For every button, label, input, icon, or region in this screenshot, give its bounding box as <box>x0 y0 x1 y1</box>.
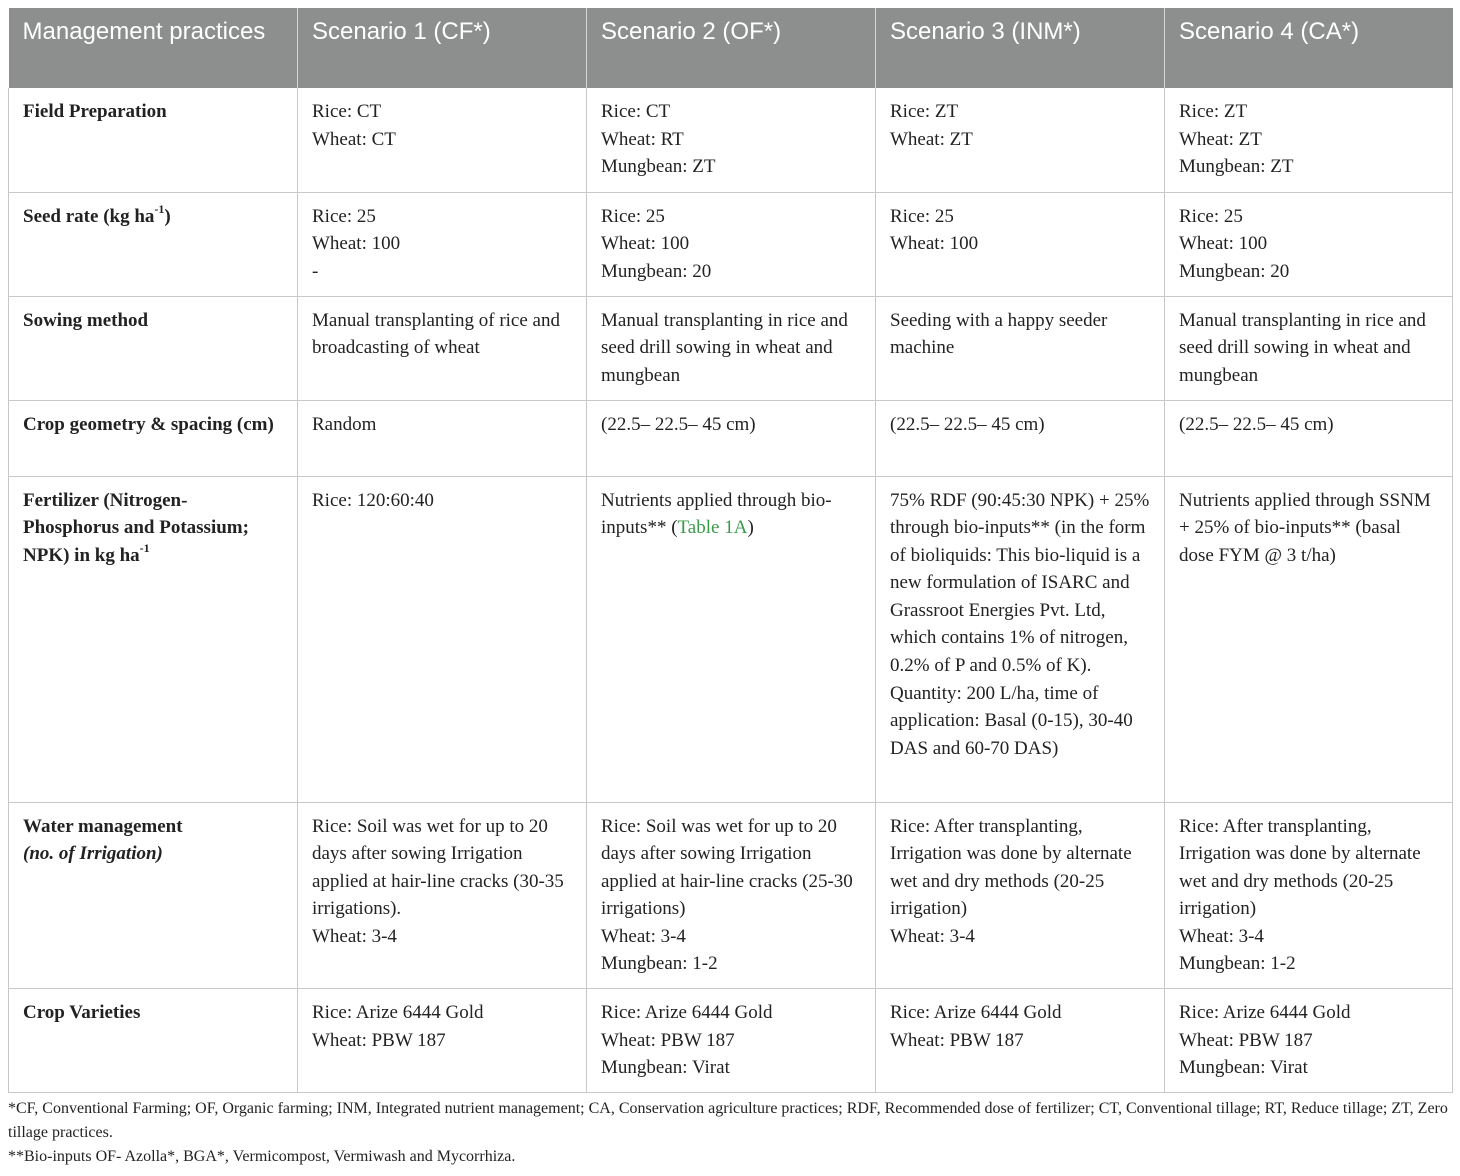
table-cell: Rice: 25 Wheat: 100 <box>876 192 1165 296</box>
header-management-practices: Management practices <box>9 8 298 88</box>
table-row <box>9 88 1453 192</box>
table-cell: Rice: Arize 6444 Gold Wheat: PBW 187 Mungbean: Virat <box>587 989 876 1093</box>
table-row <box>9 989 1453 1093</box>
management-table <box>8 8 1453 1093</box>
table-row <box>9 802 1453 989</box>
table-container <box>8 8 1452 1093</box>
table-cell: Rice: After transplanting, Irrigation was done by alternate wet and dry methods (20-25 irrigation) Wheat: 3-4 <box>876 802 1165 989</box>
row-label: Seed rate (kg $ha^{-1}$) <box>9 192 298 296</box>
table-cell: Random <box>298 400 587 476</box>
table-row <box>9 476 1453 802</box>
row-label: Crop geometry & spacing (cm) <box>9 400 298 476</box>
row-label: Fertilizer (Nitrogen-Phosphorus and Potassium; NPK) in kg $ha^{-1}$ <box>9 476 298 802</box>
table-cell: Rice: After transplanting, Irrigation was done by alternate wet and dry methods (20-25 irrigation) Wheat: 3-4 Mungbean: 1-2 <box>1165 802 1453 989</box>
table-cell: Rice: 25 Wheat: 100 Mungbean: 20 <box>587 192 876 296</box>
table-cell: Rice: Arize 6444 Gold Wheat: PBW 187 Mungbean: Virat <box>1165 989 1453 1093</box>
row-label: Sowing method <box>9 296 298 400</box>
table-cell: (22.5– 22.5– 45 cm) <box>1165 400 1453 476</box>
header-scenario-2: Scenario 2 (OF*) <box>587 8 876 88</box>
footnote-bio-inputs: **Bio-inputs OF- Azolla*, BGA*, Vermicompost, Vermiwash and Mycorrhiza. <box>8 1148 516 1165</box>
row-label: Water management (no. of Irrigation) <box>9 802 298 989</box>
table-cell: Nutrients applied through SSNM + 25% of bio-inputs** (basal dose FYM @ 3 t/ha) <box>1165 476 1453 802</box>
header-scenario-1: Scenario 1 (CF*) <box>298 8 587 88</box>
table-cell: 75% RDF (90:45:30 NPK) + 25% through bio-inputs** (in the form of bioliquids: This bio-liquid is a new formulation of ISARC and Grassroot Energies Pvt. Ltd, which contains 1% of nitrogen, 0.2% of P and 0.5% of K). Quantity: 200 L/ha, time of application: Basal (0-15), 30-40 DAS and 60-70 DAS) <box>876 476 1165 802</box>
table-cell: Manual transplanting in rice and seed drill sowing in wheat and mungbean <box>587 296 876 400</box>
table-row <box>9 400 1453 476</box>
table-cell: Rice: 25 Wheat: 100 Mungbean: 20 <box>1165 192 1453 296</box>
table-cell: Rice: CT Wheat: CT <box>298 88 587 192</box>
table-1a-link[interactable]: Table 1A <box>677 517 748 539</box>
header-scenario-3: Scenario 3 (INM*) <box>876 8 1165 88</box>
table-cell: Rice: Arize 6444 Gold Wheat: PBW 187 <box>876 989 1165 1093</box>
row-label: Field Preparation <box>9 88 298 192</box>
table-cell: Seeding with a happy seeder machine <box>876 296 1165 400</box>
table-cell: Manual transplanting of rice and broadcasting of wheat <box>298 296 587 400</box>
table-cell: (22.5– 22.5– 45 cm) <box>876 400 1165 476</box>
footnote-abbreviations: *CF, Conventional Farming; OF, Organic farming; INM, Integrated nutrient management; CA, Conservation agriculture practices; RDF, Recommended dose of fertilizer; CT, Conventional tillage; RT, Reduce tillage; ZT, Zero tillage practices. <box>8 1100 1448 1141</box>
table-row <box>9 296 1453 400</box>
table-cell: Rice: CT Wheat: RT Mungbean: ZT <box>587 88 876 192</box>
table-cell: Rice: Arize 6444 Gold Wheat: PBW 187 <box>298 989 587 1093</box>
table-cell: Rice: 120:60:40 <box>298 476 587 802</box>
table-cell: Manual transplanting in rice and seed drill sowing in wheat and mungbean <box>1165 296 1453 400</box>
table-cell: (22.5– 22.5– 45 cm) <box>587 400 876 476</box>
header-scenario-4: Scenario 4 (CA*) <box>1165 8 1453 88</box>
table-cell: Rice: Soil was wet for up to 20 days after sowing Irrigation applied at hair-line cracks (30-35 irrigations). Wheat: 3-4 <box>298 802 587 989</box>
header-row <box>9 8 1453 88</box>
row-label: Crop Varieties <box>9 989 298 1093</box>
table-cell: Rice: 25 Wheat: 100 - <box>298 192 587 296</box>
table-row <box>9 192 1453 296</box>
table-cell: Rice: ZT Wheat: ZT <box>876 88 1165 192</box>
table-cell: Rice: ZT Wheat: ZT Mungbean: ZT <box>1165 88 1453 192</box>
table-cell: Nutrients applied through bio-inputs** (Table 1A) <box>587 476 876 802</box>
table-footnotes <box>8 1097 1452 1169</box>
table-cell: Rice: Soil was wet for up to 20 days after sowing Irrigation applied at hair-line cracks (25-30 irrigations) Wheat: 3-4 Mungbean: 1-2 <box>587 802 876 989</box>
